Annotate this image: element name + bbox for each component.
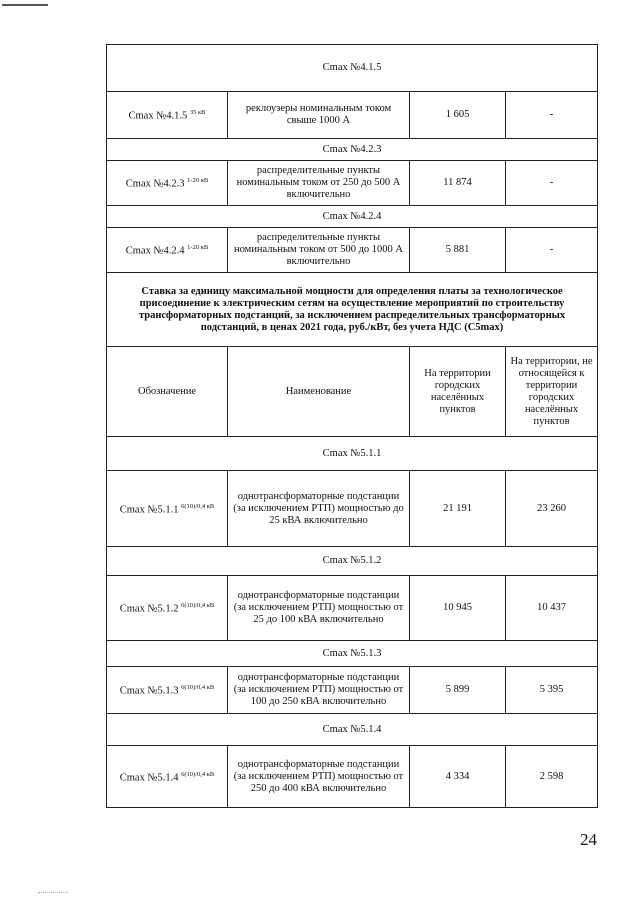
table-row xyxy=(107,161,598,206)
symbol-cell: Cmax №5.1.4 $^{6(10)/0,4 кВ}$ xyxy=(107,746,228,808)
table-row xyxy=(107,471,598,547)
urban-value-cell: 21 191 xyxy=(410,471,506,547)
rural-value-cell: - xyxy=(506,161,598,206)
symbol-cell: Cmax №4.2.4 $^{1-20 кВ}$ xyxy=(107,228,228,273)
urban-value-cell: 5 899 xyxy=(410,667,506,714)
symbol-cell: Cmax №5.1.2 $^{6(10)/0,4 кВ}$ xyxy=(107,576,228,641)
column-header-row xyxy=(107,347,598,437)
table-row xyxy=(107,667,598,714)
name-cell: реклоузеры номинальным током свыше 1000 А xyxy=(228,92,410,139)
section-title: Ставка за единицу максимальной мощности для определения платы за технологическое присоединение к электрическим сетям на осуществление мероприятий по строительству трансформаторных подстанций, за исключением распределительных трансформаторных подстанций, в ценах 2021 года, руб./кВт, без учета НДС (C5max) xyxy=(107,273,598,347)
col-header-urban: На территории городских населённых пунктов xyxy=(410,347,506,437)
scan-edge-mark xyxy=(2,4,48,6)
rural-value-cell: - xyxy=(506,92,598,139)
name-cell: распределительные пункты номинальным током от 500 до 1000 А включительно xyxy=(228,228,410,273)
group-header-row xyxy=(107,641,598,667)
scan-footer-mark xyxy=(38,892,68,894)
name-cell: однотрансформаторные подстанции (за исключением РТП) мощностью от 100 до 250 кВА включительно xyxy=(228,667,410,714)
rural-value-cell: 5 395 xyxy=(506,667,598,714)
group-header: Cmax №5.1.1 xyxy=(107,437,598,471)
symbol-cell: Cmax №5.1.1 $^{6(10)/0,4 кВ}$ xyxy=(107,471,228,547)
name-cell: однотрансформаторные подстанции (за исключением РТП) мощностью от 250 до 400 кВА включительно xyxy=(228,746,410,808)
group-header: Cmax №4.1.5 xyxy=(107,45,598,92)
group-header-row xyxy=(107,714,598,746)
table-row xyxy=(107,746,598,808)
rural-value-cell: - xyxy=(506,228,598,273)
group-header: Cmax №5.1.3 xyxy=(107,641,598,667)
name-cell: однотрансформаторные подстанции (за исключением РТП) мощностью от 25 до 100 кВА включительно xyxy=(228,576,410,641)
col-header-name: Наименование xyxy=(228,347,410,437)
rural-value-cell: 2 598 xyxy=(506,746,598,808)
group-header: Cmax №5.1.2 xyxy=(107,547,598,576)
urban-value-cell: 4 334 xyxy=(410,746,506,808)
urban-value-cell: 5 881 xyxy=(410,228,506,273)
urban-value-cell: 1 605 xyxy=(410,92,506,139)
name-cell: однотрансформаторные подстанции (за исключением РТП) мощностью до 25 кВА включительно xyxy=(228,471,410,547)
page-number: 24 xyxy=(580,830,597,849)
group-header: Cmax №5.1.4 xyxy=(107,714,598,746)
group-header-row xyxy=(107,45,598,92)
section-title-row xyxy=(107,273,598,347)
table-row xyxy=(107,228,598,273)
tariff-table xyxy=(106,44,598,808)
col-header-designation: Обозначение xyxy=(107,347,228,437)
symbol-cell: Cmax №4.2.3 $^{1-20 кВ}$ xyxy=(107,161,228,206)
col-header-rural: На территории, не относящейся к территории городских населённых пунктов xyxy=(506,347,598,437)
group-header-row xyxy=(107,139,598,161)
urban-value-cell: 10 945 xyxy=(410,576,506,641)
table-row xyxy=(107,576,598,641)
name-cell: распределительные пункты номинальным током от 250 до 500 А включительно xyxy=(228,161,410,206)
group-header-row xyxy=(107,547,598,576)
group-header-row xyxy=(107,437,598,471)
rural-value-cell: 10 437 xyxy=(506,576,598,641)
group-header: Cmax №4.2.4 xyxy=(107,206,598,228)
group-header-row xyxy=(107,206,598,228)
group-header: Cmax №4.2.3 xyxy=(107,139,598,161)
urban-value-cell: 11 874 xyxy=(410,161,506,206)
table-row xyxy=(107,92,598,139)
symbol-cell: Cmax №4.1.5 $^{35 кВ}$ xyxy=(107,92,228,139)
symbol-cell: Cmax №5.1.3 $^{6(10)/0,4 кВ}$ xyxy=(107,667,228,714)
rural-value-cell: 23 260 xyxy=(506,471,598,547)
